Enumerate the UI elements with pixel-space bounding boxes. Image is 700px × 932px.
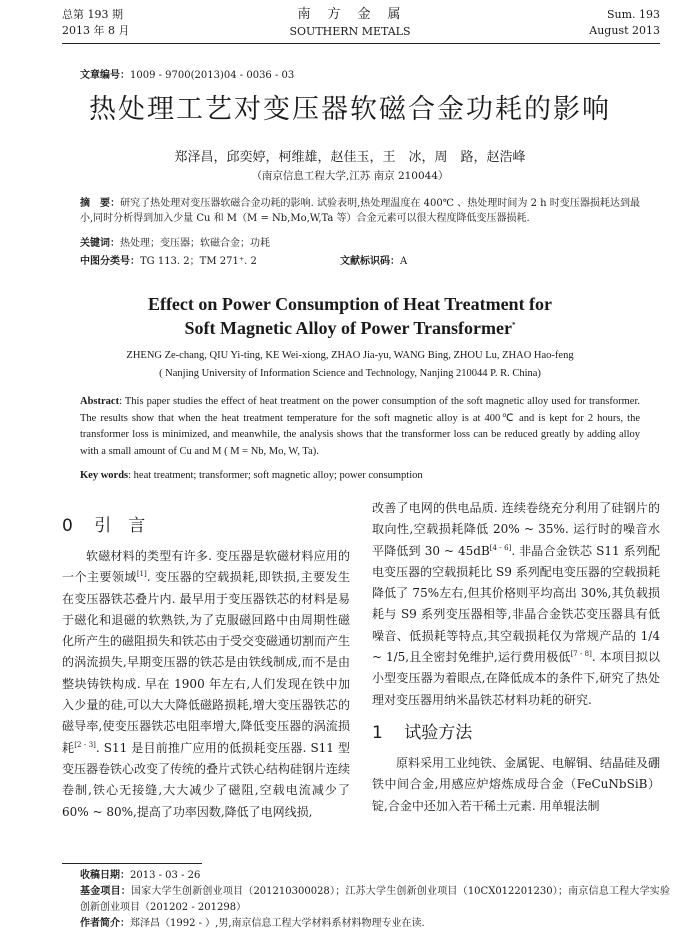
author-bio-label: 作者简介： — [80, 918, 130, 929]
received-date — [80, 868, 670, 884]
title-en-line1: Effect on Power Consumption of Heat Treatment for — [147, 294, 553, 314]
received-label: 收稿日期： — [80, 870, 130, 881]
title-cn: 热处理工艺对变压器软磁合金功耗的影响 — [89, 94, 611, 125]
section-1-number: 1 — [372, 722, 383, 743]
intro-paragraph-2 — [372, 498, 660, 711]
abstract-en-text: : This paper studies the effect of heat treatment on the power consumption of the soft magnetic alloy used for transformer. The results show that when the heat treatment temperature for the soft magnetic alloy is at 400℃ and is kept for 2 hours, the transformer loss is minimized, and meanwhile, the analysis shows that the transformer loss can be reduced greatly by adding alloy with a small amount of Cu and M ( M = Nb, Mo, W, Ta). — [80, 396, 640, 457]
fund-value: 国家大学生创新创业项目（201210300028）；江苏大学生创新创业项目（10CX012201230）；南京信息工程大学实验创新创业项目（201202 - 201298） — [80, 886, 670, 913]
citation-1: [1] — [136, 570, 147, 579]
abstract-cn-text: 研究了热处理对变压器软磁合金功耗的影响. 试验表明,热处理温度在 400℃ 、热处理时间为 2 h 时变压器损耗达到最小,同时分析得到加入少量 Cu 和 M（M = Nb,Mo,W,Ta 等）合金元素可以很大程度降低变压器损耗. — [80, 198, 640, 224]
intro-p2-text-a: 改善了电网的供电品质. 连续卷绕充分利用了硅钢片的取向性,空载损耗降低 20% ~ 35%. 运行时的噪音水平降低到 30 ~ 45dB — [372, 501, 660, 558]
document-code-label: 文献标识码： — [340, 256, 400, 267]
authors-en: ZHENG Ze-chang, QIU Yi-ting, KE Wei-xiong, ZHAO Jia-yu, WANG Bing, ZHOU Lu, ZHAO Hao-feng — [126, 350, 574, 361]
fund-label: 基金项目： — [80, 886, 132, 897]
classification-value: TG 113. 2；TM 271⁺. 2 — [140, 256, 257, 267]
fund-info — [80, 884, 670, 916]
intro-p2-text-b: . 非晶合金铁芯 S11 系列配电变压器的空载损耗比 S9 系列配电变压器的空载损耗降低了 75%左右,但其价格则平均高出 30%,其负载损耗与 S9 系列变压器相等,非晶合金铁芯变压器具有低噪音、低损耗等特点,其空载损耗仅为常规产品的 1/4 ~ 1/5,且全密封免维护,运行费用极低 — [372, 543, 661, 665]
title-en-line2-text: Soft Magnetic Alloy of Power Transformer — [184, 318, 512, 338]
footnote-rule — [62, 863, 202, 864]
section-0-number: 0 — [62, 516, 73, 536]
abstract-cn-label: 摘 要： — [80, 198, 121, 209]
journal-name-cn: 南 方 金 属 — [297, 7, 403, 22]
title-en-line2 — [0, 316, 700, 340]
section-1-heading — [372, 719, 660, 747]
citation-7-8: [7 - 8] — [570, 650, 592, 659]
footnote-block — [80, 868, 670, 932]
intro-p2-text-c: . 本项目拟以小型变压器为着眼点,在降低成本的条件下,研究了热处理对变压器用纳米晶铁芯材料功耗的研究. — [372, 650, 660, 707]
issue-number-cn: 总第 193 期 — [62, 8, 123, 21]
right-column — [372, 498, 660, 817]
keywords-cn — [80, 236, 640, 251]
article-number-label: 文章编号： — [80, 70, 130, 81]
keywords-en — [80, 468, 640, 485]
left-column — [62, 512, 350, 823]
classification-line — [80, 254, 640, 269]
intro-paragraph-1 — [62, 546, 350, 823]
classification-label: 中图分类号： — [80, 256, 140, 267]
issue-date-cn: 2013 年 8 月 — [62, 24, 130, 37]
title-en-footnote-mark: * — [511, 321, 516, 329]
intro-p1-text-a: 软磁材料的类型有许多. 变压器是软磁材料应用的一个主要领域 — [62, 549, 350, 585]
authors-cn: 郑泽昌，邱奕婷，柯维雄，赵佳玉，王 冰，周 路，赵浩峰 — [174, 150, 526, 165]
method-paragraph-1: 原料采用工业纯铁、金属铌、电解铜、结晶硅及硼铁中间合金,用感应炉熔炼成母合金（FeCuNbSiB）锭,合金中还加入若干稀土元素. 用单辊法制 — [372, 755, 661, 813]
issue-number-en: Sum. 193 — [606, 8, 660, 21]
affiliation-en: ( Nanjing University of Information Science and Technology, Nanjing 210044 P. R. China) — [159, 368, 541, 379]
keywords-en-label: Key words — [80, 470, 129, 481]
document-code — [340, 254, 407, 269]
title-en — [0, 292, 700, 340]
citation-2-3: [2 - 3] — [74, 740, 96, 749]
abstract-en-label: Abstract — [80, 396, 120, 407]
issue-date-en: August 2013 — [589, 24, 660, 37]
section-0-title: 引 言 — [94, 516, 146, 536]
keywords-en-text: : heat treatment; transformer; soft magnetic alloy; power consumption — [128, 470, 423, 481]
intro-p1-text-c: . S11 是目前推广应用的低损耗变压器. S11 型变压器卷铁心改变了传统的叠片式铁心结构硅钢片连续卷制,铁心无接缝,大大减少了磁阻,空载电流减少了 60% ~ 80%,提高了功率因数,降低了电网线损, — [62, 740, 351, 819]
journal-name-en: SOUTHERN METALS — [289, 25, 411, 38]
abstract-cn — [80, 196, 640, 226]
document-code-value: A — [400, 256, 408, 267]
author-bio — [80, 916, 670, 932]
abstract-en — [80, 394, 640, 460]
citation-4-6: [4 - 6] — [489, 543, 512, 552]
section-1-title: 试验方法 — [404, 722, 473, 743]
intro-p1-text-b: . 变压器的空载损耗,即铁损,主要发生在变压器铁芯叠片内. 最早用于变压器铁芯的材料是易于磁化和退磁的软熟铁,为了克服磁回路中由周期性磁化所产生的磁阻损失和铁芯由于受交变磁通切割而产生的涡流损失,早期变压器的铁芯是由铁线制成,而不是由整块铸铁构成. 早在 1900 年左右,人们发现在铁中加入少量的硅,可以大大降低磁路损耗,增大变压器铁芯的磁导率,使变压器铁芯电阻率增大,降低变压器的涡流损耗 — [62, 570, 351, 755]
keywords-cn-label: 关键词： — [80, 238, 120, 249]
affiliation-cn: （南京信息工程大学,江苏 南京 210044） — [251, 170, 449, 182]
article-number — [80, 66, 294, 81]
header-rule — [62, 43, 660, 44]
author-bio-value: 郑泽昌（1992 - ）,男,南京信息工程大学材料系材料物理专业在读. — [130, 918, 425, 929]
article-number-value: 1009 - 9700(2013)04 - 0036 - 03 — [130, 70, 295, 81]
keywords-cn-text: 热处理；变压器；软磁合金；功耗 — [120, 238, 270, 249]
received-value: 2013 - 03 - 26 — [130, 870, 201, 881]
section-0-heading — [62, 512, 350, 540]
